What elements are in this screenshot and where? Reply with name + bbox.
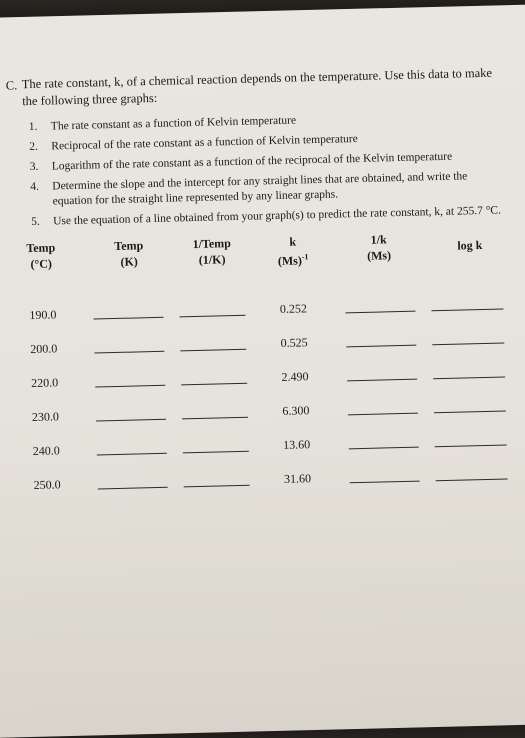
- table-row: [5, 296, 525, 329]
- answer-blank-log-k[interactable]: [431, 308, 503, 311]
- instruction-number: 1.: [28, 120, 38, 134]
- header-temp-k-unit: (K): [120, 254, 138, 269]
- cell-k: 0.252: [279, 301, 308, 316]
- cell-k: 13.60: [283, 437, 311, 452]
- instruction-text: Determine the slope and the intercept for any straight lines that are obtained, and write the equation for the straight line represented by any linear graphs.: [52, 170, 468, 208]
- answer-blank-log-k[interactable]: [433, 376, 505, 379]
- answer-blank-inverse-k[interactable]: [348, 413, 418, 416]
- table-row: [9, 432, 525, 465]
- header-k-unit: [268, 249, 318, 269]
- answer-blank-inverse-k[interactable]: [345, 311, 415, 314]
- answer-blank-inverse-k[interactable]: [347, 379, 417, 382]
- answer-blank-inverse-k[interactable]: [349, 447, 419, 450]
- header-temp-c-title: Temp: [26, 240, 56, 256]
- header-inverse-k-unit: (Ms): [366, 248, 392, 263]
- table-row: [6, 330, 525, 363]
- answer-blank-temp-k[interactable]: [98, 487, 168, 490]
- header-k: [268, 233, 319, 269]
- answer-blank-inverse-k[interactable]: [346, 345, 416, 348]
- answer-blank-temp-k[interactable]: [94, 317, 164, 320]
- cell-temp-c: 200.0: [30, 341, 58, 357]
- instruction-number: 2.: [29, 140, 39, 154]
- header-temp-c: [18, 239, 65, 272]
- instruction-text: Use the equation of a line obtained from your graph(s) to predict the rate constant, k, at 255.7 °C.: [53, 204, 502, 228]
- question-label: C.: [5, 78, 18, 93]
- cell-k: 0.525: [280, 335, 308, 350]
- answer-blank-inverse-temp[interactable]: [181, 383, 247, 386]
- instruction-number: 5.: [31, 215, 40, 229]
- cell-temp-c: 250.0: [33, 477, 61, 493]
- answer-blank-inverse-temp[interactable]: [180, 315, 246, 318]
- answer-blank-temp-k[interactable]: [94, 351, 164, 354]
- instruction-item: [30, 169, 501, 210]
- table-row: [9, 466, 525, 499]
- cell-k: 31.60: [283, 471, 312, 486]
- instruction-text: Logarithm of the rate constant as a function of the reciprocal of the Kelvin temperature: [51, 150, 453, 173]
- answer-blank-temp-k[interactable]: [96, 419, 166, 422]
- instruction-number: 4.: [30, 180, 40, 194]
- answer-blank-log-k[interactable]: [432, 342, 504, 345]
- table-row: [8, 398, 525, 431]
- header-temp-k: [104, 237, 155, 270]
- header-inverse-k-title: 1/k: [370, 232, 387, 247]
- answer-blank-inverse-temp[interactable]: [182, 417, 248, 420]
- cell-temp-c: 220.0: [30, 375, 59, 391]
- header-k-unit-exponent: -1: [301, 252, 309, 262]
- header-log-k: [440, 237, 500, 254]
- header-inverse-temp: [182, 235, 243, 268]
- answer-blank-log-k[interactable]: [436, 478, 508, 481]
- answer-blank-log-k[interactable]: [434, 410, 506, 413]
- answer-blank-inverse-temp[interactable]: [180, 349, 246, 352]
- question-intro: The rate constant, k, of a chemical reaction depends on the temperature. Use this data to make the following three graphs:: [21, 65, 493, 109]
- header-temp-c-unit: (°C): [30, 256, 53, 272]
- cell-temp-c: 190.0: [29, 307, 57, 323]
- instruction-text: The rate constant as a function of Kelvin temperature: [50, 114, 297, 133]
- instruction-list: [29, 109, 502, 235]
- cell-k: 6.300: [282, 403, 310, 418]
- header-inverse-temp-unit: (1/K): [198, 252, 226, 267]
- header-log-k-title: log k: [457, 237, 483, 253]
- header-inverse-k: [354, 231, 405, 264]
- instruction-text: Reciprocal of the rate constant as a function of Kelvin temperature: [51, 133, 358, 153]
- worksheet-content: [0, 50, 525, 623]
- table-row: [7, 364, 525, 397]
- header-temp-k-title: Temp: [114, 238, 144, 253]
- answer-blank-inverse-k[interactable]: [350, 481, 420, 484]
- answer-blank-inverse-temp[interactable]: [183, 451, 249, 454]
- header-k-title: k: [289, 234, 297, 249]
- answer-blank-temp-k[interactable]: [97, 453, 167, 456]
- data-table: [4, 228, 525, 541]
- answer-blank-inverse-temp[interactable]: [184, 485, 250, 488]
- cell-k: 2.490: [281, 369, 309, 384]
- header-k-unit-base: (Ms): [277, 253, 303, 268]
- cell-temp-c: 230.0: [31, 409, 60, 425]
- answer-blank-temp-k[interactable]: [95, 385, 165, 388]
- instruction-number: 3.: [29, 160, 39, 174]
- cell-temp-c: 240.0: [32, 443, 60, 459]
- answer-blank-log-k[interactable]: [435, 444, 507, 447]
- header-inverse-temp-title: 1/Temp: [192, 236, 232, 252]
